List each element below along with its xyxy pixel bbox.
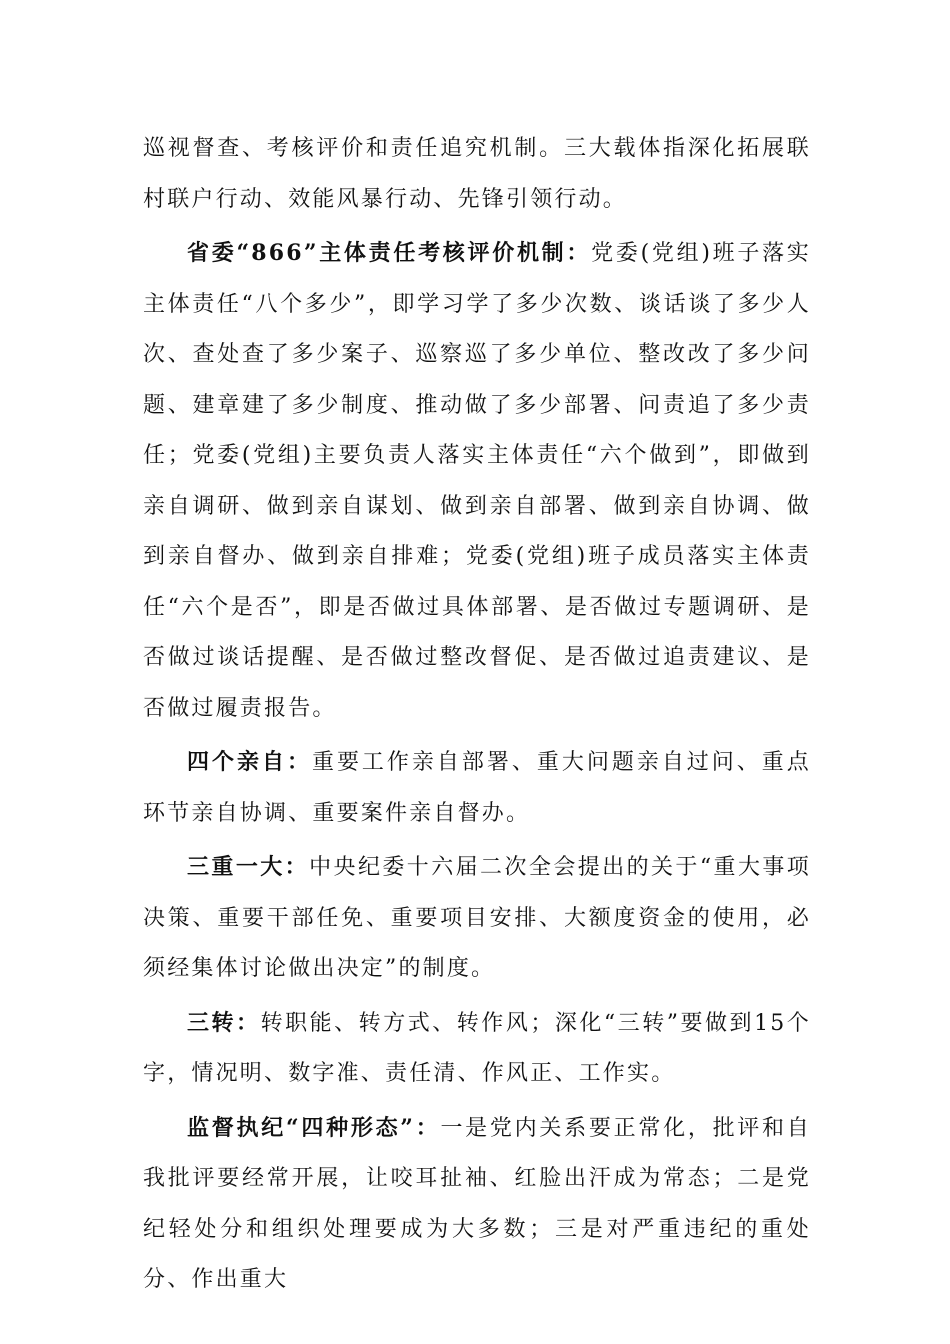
paragraph-text: 重要工作亲自部署、重大问题亲自过问、重点环节亲自协调、重要案件亲自督办。 [143, 750, 811, 826]
paragraph-text: 一是党内关系要正常化，批评和自我批评要经常开展，让咬耳扯袖、红脸出汗成为常态；二是党纪轻处分和组织处理要成为大多数；三是对严重违纪的重处分、作出重大 [143, 1115, 811, 1292]
paragraph-continuation [143, 124, 811, 225]
document-page [143, 124, 811, 1309]
paragraph-term: 省委“866”主体责任考核评价机制： [187, 240, 592, 266]
paragraph-three-transformations [143, 998, 811, 1100]
paragraph-three-major-one-large [143, 842, 811, 995]
paragraph-term: 三转： [187, 1009, 261, 1036]
paragraph-four-forms [143, 1103, 811, 1306]
paragraph-text: 转职能、转方式、转作风；深化“三转”要做到15个字，情况明、数字准、责任清、作风正、工作实。 [143, 1010, 811, 1086]
paragraph-term: 四个亲自： [187, 749, 312, 775]
paragraph-text: 巡视督查、考核评价和责任追究机制。三大载体指深化拓展联村联户行动、效能风暴行动、先锋引领行动。 [143, 136, 811, 212]
paragraph-text: 党委(党组)班子落实主体责任“八个多少”，即学习学了多少次数、谈话谈了多少人次、查处查了多少案子、巡察巡了多少单位、整改改了多少问题、建章建了多少制度、推动做了多少部署、问责追了多少责任；党委(党组)主要负责人落实主体责任“六个做到”，即做到亲自调研、做到亲自谋划、做到亲自部署、做到亲自协调、做到亲自督办、做到亲自排难；党委(党组)班子成员落实主体责任“六个是否”，即是否做过具体部署、是否做过专题调研、是否做过谈话提醒、是否做过整改督促、是否做过追责建议、是否做过履责报告。 [143, 241, 811, 721]
paragraph-four-personally [143, 737, 811, 839]
paragraph-866-mechanism [143, 228, 811, 734]
paragraph-text: 中央纪委十六届二次全会提出的关于“重大事项决策、重要干部任免、重要项目安排、大额度资金的使用，必须经集体讨论做出决定”的制度。 [143, 855, 811, 981]
paragraph-term: 三重一大： [187, 854, 310, 880]
paragraph-term: 监督执纪“四种形态”： [187, 1114, 441, 1141]
